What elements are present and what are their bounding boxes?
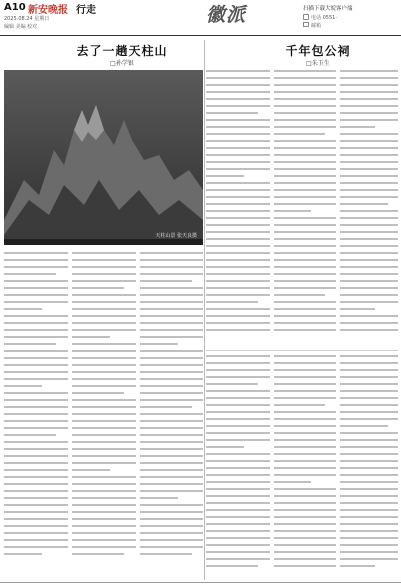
article2-text-column-2 [274,70,336,336]
mail-icon [303,22,309,27]
article2-text-column-5 [274,355,336,572]
column-divider [204,40,205,580]
article-byline-baogongci: □朱玉生 [306,60,330,67]
section-name: 行走 [76,5,96,16]
promo-email: 邮箱 [311,23,322,29]
article-photo-mountain [4,70,203,245]
article2-text-column-3 [340,70,398,336]
section-divider [206,350,398,351]
page-number: A10 [4,2,26,13]
article2-text-column-4 [206,355,270,572]
page-bottom-rule [0,582,401,583]
newspaper-name: 新安晚报 [28,5,68,16]
article2-text-column-6 [340,355,398,572]
mountain-photo-image [4,70,203,245]
article-title-tianzhushan: 去了一趟天柱山 [76,44,168,58]
promo-phone: 电话 0551- [311,15,338,21]
article1-text-column-3 [140,252,203,560]
phone-icon [303,14,309,20]
article-byline-tianzhushan: □孙学银 [110,60,134,67]
article2-text-column-1 [206,70,270,336]
promo-title: 扫描下载大皖客户端 [303,6,353,12]
article1-text-column-2 [72,252,136,560]
article1-text-column-1 [4,252,68,560]
article-title-baogongci: 千年包公祠 [285,44,351,58]
app-download-promo [303,4,397,32]
photo-caption: 天柱山景 张天良摄 [155,233,197,239]
issue-date: 2025.08.24 星期日 [4,16,50,22]
editors-credits: 编辑 美编 校对 [4,24,38,30]
column-brand: 徽派 [206,4,247,26]
page-masthead [0,0,401,36]
